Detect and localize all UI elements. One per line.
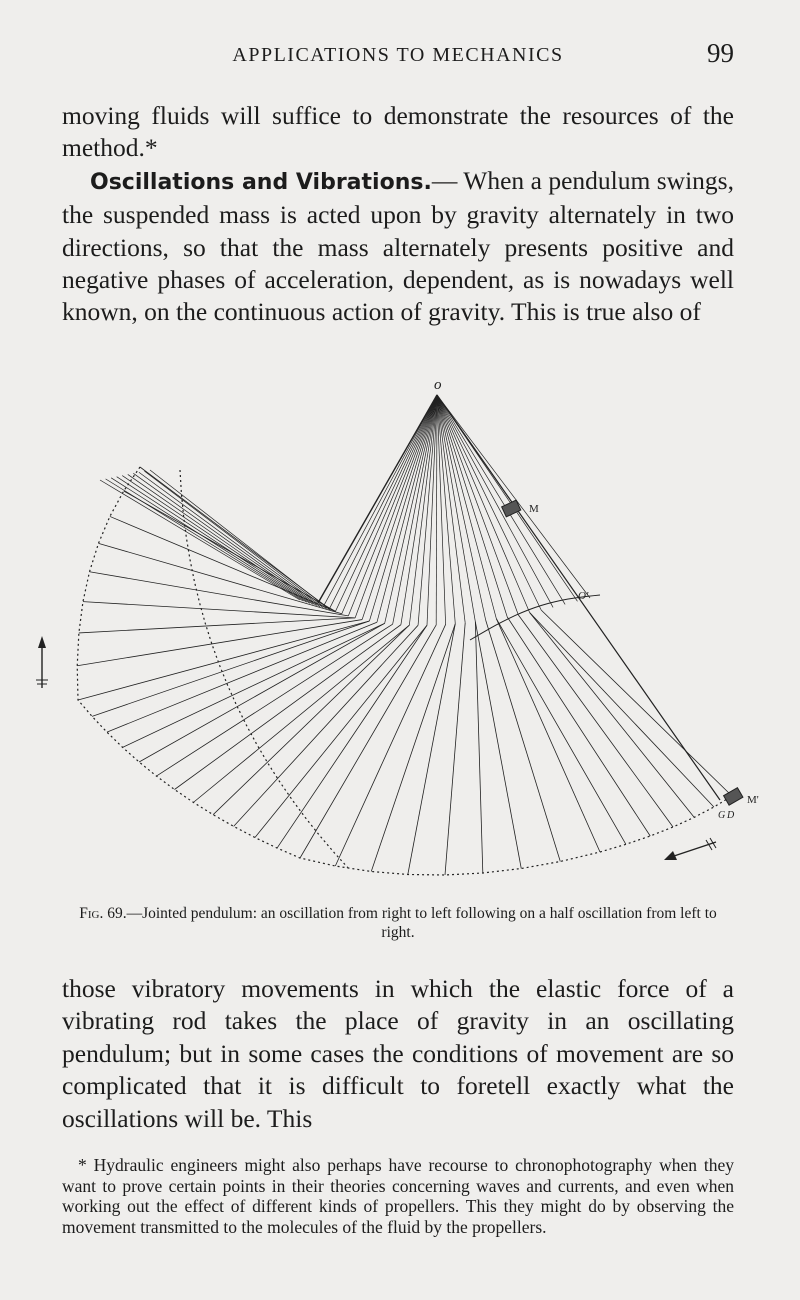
jointed-pendulum-figure xyxy=(0,370,800,895)
footnote xyxy=(62,1155,734,1237)
paragraph-2-text: When a pendulum swings, the suspended mass is acted upon by gravity alternately in two directions, so that the mass alternately presents positive and negative phases of acceleration, dependent, as is nowadays well known, on the continuous action of gravity. This is true also of xyxy=(62,165,734,327)
pendulum-line-drawing xyxy=(77,395,732,875)
paragraph-3: those vibratory movements in which the elastic force of a vibrating rod takes the place of gravity in an oscillating pendulum; but in some cases the conditions of movement are so complicated that it is difficult to foretell exactly what the oscillations will be. This xyxy=(62,974,734,1133)
footnote-text: * Hydraulic engineers might also perhaps have recourse to chronophotography when they want to prove certain points in their theories concerning waves and currents, and even when working out the effect of different kinds of propellers. This they might do by observing the movement transmitted to the molecules of the fluid by the propellers. xyxy=(62,1155,734,1237)
paragraph-2 xyxy=(62,165,734,329)
label-d: D xyxy=(727,810,735,821)
label-m-prime: M' xyxy=(747,794,759,806)
run-in-heading: Oscillations and Vibrations. xyxy=(90,169,432,195)
paragraph-1: moving fluids will suffice to demonstrate the resources of the method.* xyxy=(62,101,734,163)
em-dash: — xyxy=(431,165,464,195)
label-g: G xyxy=(718,810,726,821)
body-text-bottom xyxy=(62,973,734,1135)
label-o-prime: O' xyxy=(578,590,589,602)
label-m: M xyxy=(529,503,539,515)
body-text-top xyxy=(62,100,734,329)
page-number: 99 xyxy=(707,38,734,68)
figure-label: Fig. xyxy=(79,905,104,922)
arrow-left-icon xyxy=(664,838,716,860)
running-title: APPLICATIONS TO MECHANICS xyxy=(232,44,564,66)
figure-caption xyxy=(62,904,734,942)
running-head xyxy=(62,36,734,76)
arrow-up-icon xyxy=(36,636,48,688)
caption-text: 69.—Jointed pendulum: an oscillation from right to left following on a half oscillation from left to right. xyxy=(103,905,717,941)
label-o: o xyxy=(434,377,442,393)
